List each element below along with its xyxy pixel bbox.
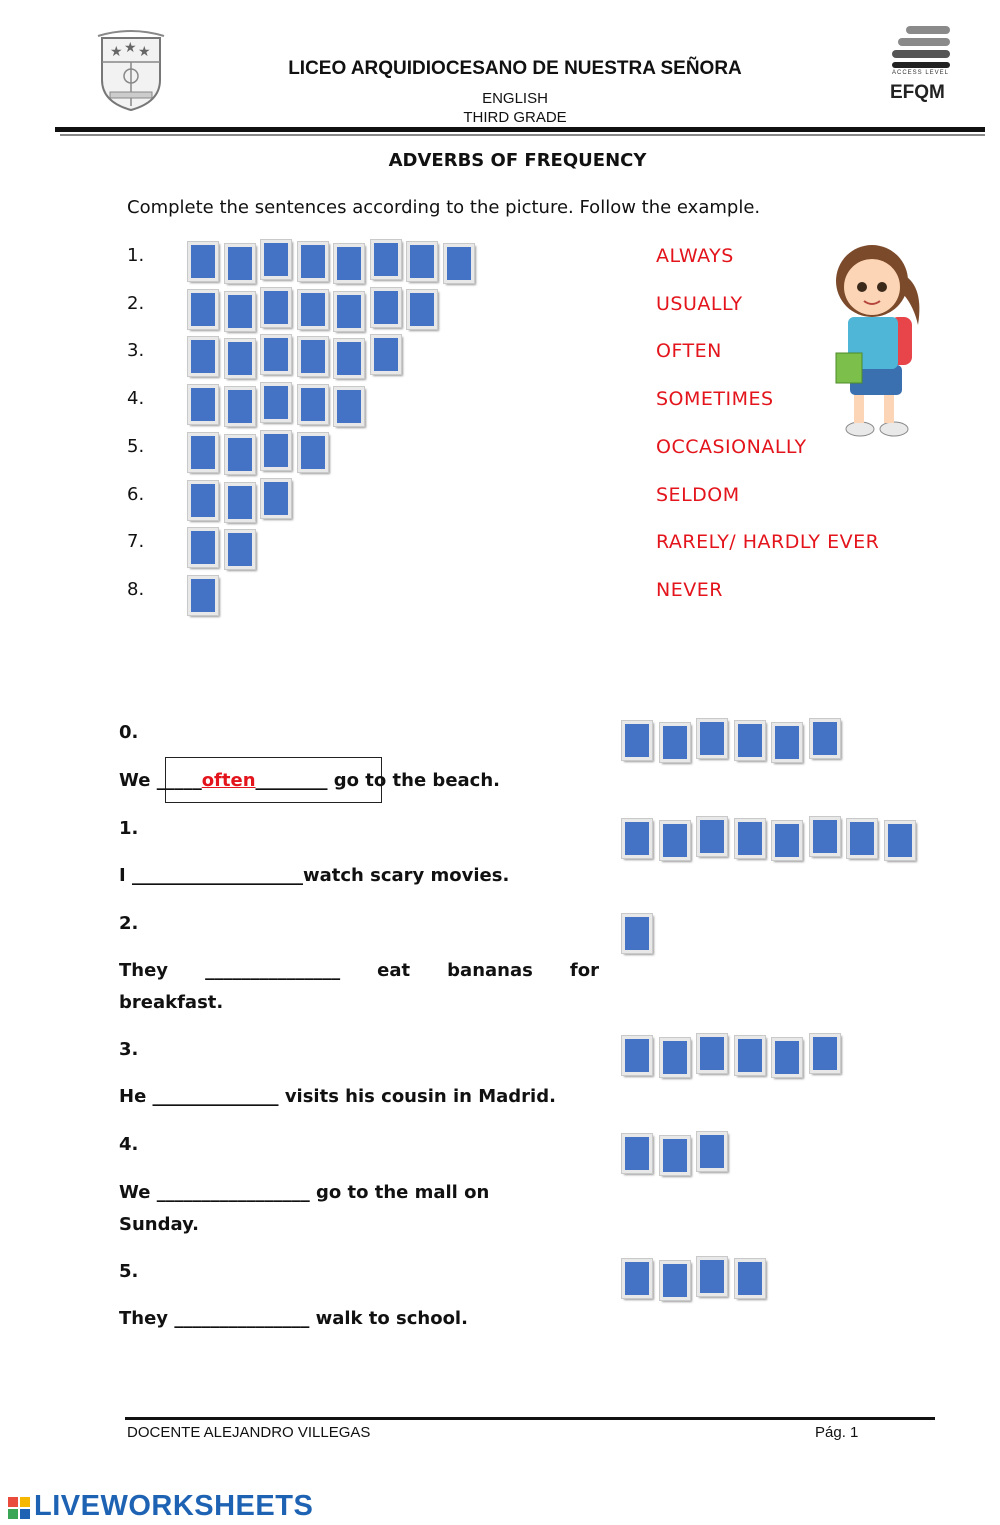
footer-page-number: Pág. 1 bbox=[815, 1424, 859, 1441]
scale-row-2-square bbox=[334, 292, 364, 331]
scale-row-2-square bbox=[225, 292, 255, 331]
scale-row-1-square bbox=[334, 244, 364, 283]
scale-row-5-square bbox=[261, 431, 291, 470]
efqm-text: EFQM bbox=[890, 82, 945, 103]
svg-text:★: ★ bbox=[138, 44, 151, 60]
exercise-1-blank[interactable]: ___________________ bbox=[131, 865, 303, 886]
exercise-3-number: 3. bbox=[119, 1039, 139, 1060]
scale-row-1-square bbox=[298, 242, 328, 281]
subject: ENGLISH bbox=[482, 90, 548, 107]
scale-row-3-square bbox=[371, 335, 401, 374]
exercise-2-blank[interactable]: _______________ bbox=[205, 960, 341, 981]
exercise-0-number: 0. bbox=[119, 722, 139, 743]
footer-teacher: DOCENTE ALEJANDRO VILLEGAS bbox=[127, 1424, 371, 1441]
exercise-4-square bbox=[697, 1132, 727, 1171]
exercise-3-before: He bbox=[119, 1086, 153, 1107]
scale-row-4-square bbox=[225, 387, 255, 426]
exercise-4-after: go to the mall on bbox=[309, 1182, 490, 1203]
exercise-0-after: go to the beach. bbox=[327, 770, 500, 791]
exercise-1-square bbox=[660, 821, 690, 860]
scale-row-8-square bbox=[188, 576, 218, 615]
exercise-1-square bbox=[847, 819, 877, 858]
worksheet-title: ADVERBS OF FREQUENCY bbox=[388, 150, 647, 171]
scale-adverb: USUALLY bbox=[656, 292, 743, 315]
exercise-5-blank[interactable]: _______________ bbox=[174, 1308, 310, 1329]
exercise-3-sentence bbox=[119, 1086, 556, 1107]
scale-row-4-square bbox=[298, 385, 328, 424]
exercise-2-line2: breakfast. bbox=[119, 992, 224, 1013]
school-crest bbox=[96, 28, 166, 112]
scale-adverb: OCCASIONALLY bbox=[656, 435, 807, 458]
scale-number: 6. bbox=[127, 483, 145, 505]
exercise-4-line2: Sunday. bbox=[119, 1214, 199, 1235]
scale-row-2-square bbox=[261, 288, 291, 327]
exercise-0-square bbox=[697, 719, 727, 758]
exercise-2-word: They bbox=[119, 960, 169, 981]
exercise-0-square bbox=[772, 723, 802, 762]
exercise-1-square bbox=[772, 821, 802, 860]
svg-text:★: ★ bbox=[110, 44, 123, 60]
exercise-5-square bbox=[622, 1259, 652, 1298]
exercise-1-number: 1. bbox=[119, 818, 139, 839]
exercise-4-square bbox=[660, 1136, 690, 1175]
scale-number: 2. bbox=[127, 292, 145, 314]
scale-row-3-square bbox=[225, 339, 255, 378]
scale-row-5-square bbox=[298, 433, 328, 472]
exercise-3-square bbox=[735, 1036, 765, 1075]
scale-adverb: OFTEN bbox=[656, 340, 722, 363]
scale-row-4-square bbox=[261, 383, 291, 422]
exercise-5-number: 5. bbox=[119, 1261, 139, 1282]
liveworksheets-brand: LIVEWORKSHEETS bbox=[34, 1490, 314, 1522]
scale-row-6-square bbox=[225, 483, 255, 522]
scale-row-3-square bbox=[188, 337, 218, 376]
example-answer: often bbox=[201, 770, 256, 791]
exercise-2-word: eat bbox=[377, 960, 411, 981]
header-rule-shadow bbox=[60, 134, 985, 136]
exercise-2-word: bananas bbox=[447, 960, 533, 981]
exercise-1-square bbox=[810, 817, 840, 856]
scale-row-7-square bbox=[188, 528, 218, 567]
scale-row-1-square bbox=[261, 240, 291, 279]
exercise-1-sentence bbox=[119, 865, 509, 886]
scale-number: 8. bbox=[127, 578, 145, 600]
exercise-4-blank[interactable]: _________________ bbox=[156, 1182, 310, 1203]
scale-adverb: RARELY/ HARDLY EVER bbox=[656, 531, 880, 554]
exercise-0-blank-a: _____ bbox=[156, 770, 202, 791]
exercise-4-before: We bbox=[119, 1182, 157, 1203]
footer-rule bbox=[125, 1417, 935, 1420]
scale-row-4-square bbox=[188, 385, 218, 424]
grade: THIRD GRADE bbox=[463, 109, 567, 126]
scale-row-1-square bbox=[225, 244, 255, 283]
exercise-5-square bbox=[660, 1261, 690, 1300]
scale-adverb: NEVER bbox=[656, 578, 723, 601]
exercise-3-square bbox=[660, 1038, 690, 1077]
exercise-0-blank-b: ________ bbox=[255, 770, 328, 791]
header-rule bbox=[55, 127, 985, 132]
exercise-0-before: We bbox=[119, 770, 157, 791]
exercise-5-square bbox=[735, 1259, 765, 1298]
exercise-3-square bbox=[697, 1034, 727, 1073]
scale-number: 5. bbox=[127, 435, 145, 457]
exercise-0-square bbox=[735, 721, 765, 760]
exercise-0-square bbox=[660, 723, 690, 762]
scale-row-5-square bbox=[225, 435, 255, 474]
scale-row-1-square bbox=[371, 240, 401, 279]
scale-row-2-square bbox=[407, 290, 437, 329]
scale-row-6-square bbox=[188, 481, 218, 520]
exercise-3-after: visits his cousin in Madrid. bbox=[278, 1086, 556, 1107]
scale-number: 7. bbox=[127, 531, 145, 553]
exercise-2-square bbox=[622, 914, 652, 953]
scale-row-1-square bbox=[444, 244, 474, 283]
exercise-3-square bbox=[622, 1036, 652, 1075]
scale-row-4-square bbox=[334, 387, 364, 426]
exercise-2-sentence bbox=[119, 960, 599, 981]
scale-number: 1. bbox=[127, 245, 145, 266]
scale-number: 3. bbox=[127, 340, 145, 362]
exercise-4-sentence bbox=[119, 1182, 489, 1203]
scale-row-5-square bbox=[188, 433, 218, 472]
exercise-0-sentence bbox=[119, 770, 500, 791]
exercise-2-number: 2. bbox=[119, 913, 139, 934]
exercise-1-after: watch scary movies. bbox=[302, 865, 510, 886]
scale-row-3-square bbox=[261, 335, 291, 374]
exercise-3-square bbox=[772, 1038, 802, 1077]
scale-row-6-square bbox=[261, 479, 291, 518]
exercise-4-square bbox=[622, 1134, 652, 1173]
scale-row-3-square bbox=[334, 339, 364, 378]
exercise-3-blank[interactable]: ______________ bbox=[152, 1086, 279, 1107]
exercise-4-number: 4. bbox=[119, 1134, 139, 1155]
scale-row-2-square bbox=[188, 290, 218, 329]
exercise-3-square bbox=[810, 1034, 840, 1073]
exercise-5-after: walk to school. bbox=[309, 1308, 468, 1329]
exercise-2-word: for bbox=[569, 960, 599, 981]
liveworksheets-icon bbox=[8, 1497, 30, 1519]
efqm-logo bbox=[890, 24, 956, 108]
scale-row-1-square bbox=[407, 242, 437, 281]
scale-row-1-square bbox=[188, 242, 218, 281]
exercise-5-square bbox=[697, 1257, 727, 1296]
instructions: Complete the sentences according to the picture. Follow the example. bbox=[127, 197, 761, 218]
exercise-1-square bbox=[885, 821, 915, 860]
svg-text:★: ★ bbox=[124, 40, 137, 56]
scale-row-3-square bbox=[298, 337, 328, 376]
exercise-1-square bbox=[735, 819, 765, 858]
scale-row-2-square bbox=[298, 290, 328, 329]
exercise-0-square bbox=[622, 721, 652, 760]
school-name: LICEO ARQUIDIOCESANO DE NUESTRA SEÑORA bbox=[288, 58, 742, 79]
scale-adverb: SELDOM bbox=[656, 483, 740, 506]
exercise-5-sentence bbox=[119, 1308, 468, 1329]
scale-adverb: SOMETIMES bbox=[656, 388, 774, 411]
exercise-1-square bbox=[622, 819, 652, 858]
scale-row-7-square bbox=[225, 530, 255, 569]
scale-row-2-square bbox=[371, 288, 401, 327]
exercise-1-before: I bbox=[119, 865, 132, 886]
efqm-access-level: ACCESS LEVEL bbox=[892, 70, 950, 76]
girl-illustration bbox=[820, 225, 930, 440]
scale-number: 4. bbox=[127, 388, 145, 410]
exercise-1-square bbox=[697, 817, 727, 856]
exercise-5-before: They bbox=[119, 1308, 175, 1329]
scale-adverb: ALWAYS bbox=[656, 245, 734, 267]
exercise-0-square bbox=[810, 719, 840, 758]
